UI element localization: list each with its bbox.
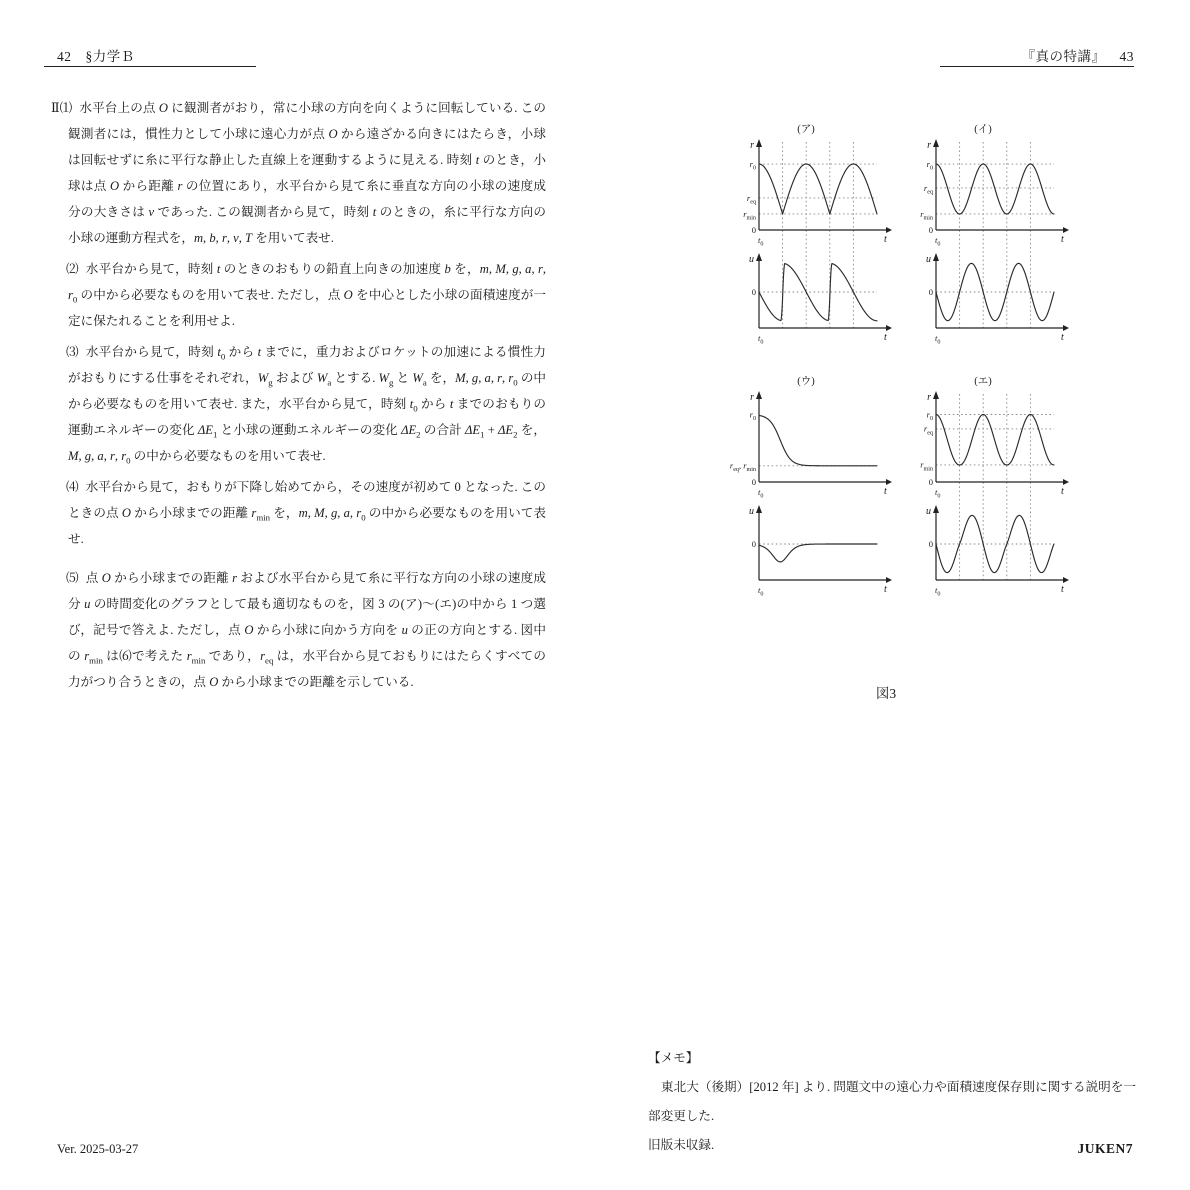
item-marker: ⑶ bbox=[66, 345, 79, 359]
footer-version: Ver. 2025-03-27 bbox=[57, 1142, 139, 1156]
svg-text:rmin: $r_{min}$ bbox=[920, 459, 933, 473]
svg-text:r0: $r_0$ bbox=[926, 158, 933, 172]
svg-text:t0: $t_0$ bbox=[935, 585, 941, 598]
svg-text:u: u bbox=[926, 506, 931, 517]
svg-text:t0: $t_0$ bbox=[935, 333, 941, 346]
svg-text:0: 0 bbox=[751, 225, 756, 236]
problem-item-1 bbox=[51, 95, 547, 251]
svg-text:r0: $r_0$ bbox=[749, 409, 756, 422]
svg-text:t0: $t_0$ bbox=[758, 235, 764, 248]
svg-text:req, rmin: $r_{eq}$, $r_{min}$ bbox=[729, 460, 756, 474]
problem-item-2 bbox=[68, 256, 546, 334]
problem-item-5 bbox=[68, 565, 546, 695]
svg-text:rmin: $r_{min}$ bbox=[920, 208, 933, 222]
problem-item-4 bbox=[68, 474, 546, 552]
svg-text:r: r bbox=[927, 140, 931, 151]
svg-text:t: t bbox=[1061, 332, 1064, 343]
graph-panel-u bbox=[730, 370, 890, 598]
svg-text:t0: $t_0$ bbox=[758, 487, 764, 500]
section-title: §力学Ｂ bbox=[85, 49, 135, 64]
header-right bbox=[1022, 45, 1135, 65]
problem-text bbox=[51, 95, 547, 700]
svg-text:t: t bbox=[884, 234, 887, 245]
page-number-right: 43 bbox=[1119, 49, 1134, 64]
item-body: 水平台から見て，おもりが下降し始めてから，その速度が初めて 0 となった. このときの点 O から小球までの距離 $r_{min}$ を，m, M, g, a, $r_0$ の中から必要なものを用いて表せ. bbox=[68, 480, 547, 546]
svg-text:req: $r_{eq}$ bbox=[746, 192, 756, 206]
memo-section bbox=[648, 1044, 1136, 1160]
svg-text:r: r bbox=[750, 392, 754, 403]
header-rule-right bbox=[940, 66, 1134, 67]
svg-text:u: u bbox=[749, 506, 754, 517]
svg-text:t: t bbox=[1061, 486, 1064, 497]
item-body: 水平台上の点 O に観測者がおり，常に小球の方向を向くように回転している. この観測者には，慣性力として小球に遠心力が点 O から遠ざかる向きにはたらき，小球は回転せずに糸に平行な静止した直線上を運動するように見える. 時刻 t のとき，小球は点 O から距離 r の位置にあり，水平台から見て糸に垂直な方向の小球の速度成分の大きさは v であった. この観測者から見て，時刻 t のときの，糸に平行な方向の小球の運動方程式を，m, b, r, v, T を用いて表せ. bbox=[68, 101, 547, 245]
memo-line-2: 旧版未収録. bbox=[648, 1138, 715, 1152]
svg-text:r: r bbox=[750, 140, 754, 151]
svg-text:r0: $r_0$ bbox=[749, 158, 756, 172]
graph-panel-a bbox=[730, 118, 890, 346]
svg-text:(ウ): (ウ) bbox=[797, 376, 815, 387]
item-body: 水平台から見て，時刻 t のときのおもりの鉛直上向きの加速度 b を，m, M, g, a, r, $r_0$ の中から必要なものを用いて表せ. ただし，点 O を中心とした小球の面積速度が一定に保たれることを利用せよ. bbox=[68, 262, 547, 328]
svg-text:(エ): (エ) bbox=[974, 376, 992, 387]
svg-text:u: u bbox=[926, 254, 931, 265]
header-left bbox=[57, 45, 135, 65]
svg-text:t: t bbox=[1061, 234, 1064, 245]
svg-text:t0: $t_0$ bbox=[758, 333, 764, 346]
memo-header: 【メモ】 bbox=[648, 1051, 699, 1065]
svg-text:r: r bbox=[927, 392, 931, 403]
svg-text:t: t bbox=[884, 486, 887, 497]
svg-text:0: 0 bbox=[928, 539, 933, 550]
footer-brand: JUKEN7 bbox=[1077, 1141, 1133, 1156]
svg-text:0: 0 bbox=[751, 287, 756, 298]
svg-text:t0: $t_0$ bbox=[758, 585, 764, 598]
item-body: 点 O から小球までの距離 r および水平台から見て糸に平行な方向の小球の速度成分 u の時間変化のグラフとして最も適切なものを，図 3 の(ア)～(エ)の中から 1 つ選び，記号で答えよ. ただし，点 O から小球に向かう方向を u の正の方向とする. 図中の $r_{min}$ は⑹で考えた $r_{min}$ であり，$r_{eq}$ は，水平台から見ておもりにはたらくすべての力がつり合うときの，点 O から小球までの距離を示している. bbox=[68, 571, 547, 689]
svg-text:req: $r_{eq}$ bbox=[923, 423, 933, 437]
svg-text:0: 0 bbox=[928, 225, 933, 236]
graph-panel-e bbox=[907, 370, 1067, 598]
svg-text:t: t bbox=[1061, 584, 1064, 595]
memo-line-1: 東北大（後期）[2012 年] より. 問題文中の遠心力や面積速度保存則に関する説明を一部変更した. bbox=[648, 1080, 1136, 1123]
svg-text:0: 0 bbox=[751, 539, 756, 550]
svg-text:u: u bbox=[749, 254, 754, 265]
svg-text:0: 0 bbox=[928, 287, 933, 298]
item-marker: ⑵ bbox=[66, 262, 79, 276]
svg-text:t0: $t_0$ bbox=[935, 487, 941, 500]
item-marker: ⑸ bbox=[66, 571, 79, 585]
svg-text:t0: $t_0$ bbox=[935, 235, 941, 248]
item-marker: ⑷ bbox=[66, 480, 79, 494]
item-body: 水平台から見て，時刻 $t_0$ から t までに，重力およびロケットの加速による慣性力がおもりにする仕事をそれぞれ，$W_g$ および $W_a$ とする. $W_g$ と $W_a$ を，M, g, a, r, $r_0$ の中から必要なものを用いて表せ. また，水平台から見て，時刻 $t_0$ から t までのおもりの運動エネルギーの変化 $\Delta E_1$ と小球の運動エネルギーの変化 $\Delta E_2$ の合計 $\Delta E_1 + \Delta E_2$ を，M, g, a, r, $r_0$ の中から必要なものを用いて表せ. bbox=[68, 345, 547, 466]
graph-panel-i bbox=[907, 118, 1067, 346]
figure-3 bbox=[730, 118, 1067, 598]
svg-text:0: 0 bbox=[928, 477, 933, 488]
page-number-left: 42 bbox=[57, 49, 72, 64]
svg-text:t: t bbox=[884, 584, 887, 595]
svg-text:r0: $r_0$ bbox=[926, 409, 933, 422]
figure-caption: 図3 bbox=[875, 686, 897, 701]
svg-text:0: 0 bbox=[751, 477, 756, 488]
svg-text:rmin: $r_{min}$ bbox=[743, 208, 756, 222]
svg-text:(イ): (イ) bbox=[974, 124, 992, 135]
problem-item-3 bbox=[68, 339, 546, 469]
svg-text:req: $r_{eq}$ bbox=[923, 182, 933, 196]
svg-text:t: t bbox=[884, 332, 887, 343]
header-rule-left bbox=[44, 66, 256, 67]
svg-text:(ア): (ア) bbox=[797, 124, 815, 135]
item-marker: Ⅱ⑴ bbox=[51, 101, 73, 115]
book-title: 『真の特講』 bbox=[1021, 49, 1106, 64]
